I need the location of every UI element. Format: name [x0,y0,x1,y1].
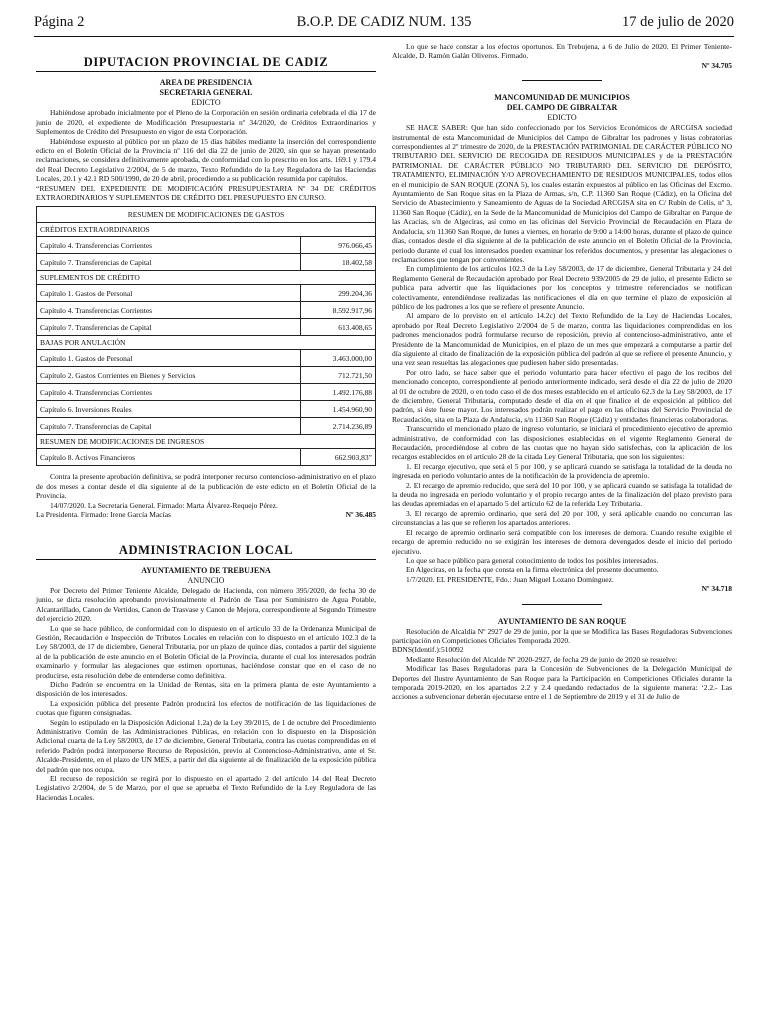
page-number: Página 2 [34,14,85,30]
area-heading: AREA DE PRESIDENCIA [159,78,253,88]
table-row [37,449,376,466]
signature: La Presidenta. Firmado: Irene García Macías [36,510,171,520]
quote-heading: “RESUMEN DEL EXPEDIENTE DE MODIFICACIÓN PRESUPUESTARIA Nº 34 DE CRÉDITOS EXTRAORDINARIOS Y SUPLEMENTOS DE CRÉDITO DEL PRESUPUESTO EN CURSO. [36,183,376,203]
row-concept: Capítulo 4. Transferencias Corrientes [37,237,301,254]
table-row [37,367,376,384]
row-concept: Capítulo 6. Inversiones Reales [37,401,301,418]
page-header [34,14,734,34]
row-concept: Capítulo 1. Gastos de Personal [37,350,301,367]
row-concept: Capítulo 8. Activos Financieros [37,449,301,466]
paragraph: 3. El recargo de apremio ordinario, que será del 20 por 100, y será aplicable cuando no concurran las circunstancias a las que se refieren los apartados anteriores. [392,508,732,528]
separator [522,604,602,605]
row-amount: 1.454.960,90 [301,401,376,418]
paragraph: El recargo de apremio ordinario será compatible con los intereses de demora. Cuando resulte exigible el recargo de apremio reducido no se exigirán los intereses de demora devengados desde el inicio del periodo ejecutivo. [392,527,732,556]
ayuntamiento-heading: AYUNTAMIENTO DE TREBUJENA [141,565,271,575]
paragraph: El recurso de reposición se regirá por lo dispuesto en el apartado 2 del artículo 14 del Real Decreto Legislativo 2/2004, de 5 de Marzo, por el que se aprueba el Texto Refundido de la Ley Reguladora de las Haciendas Locales. [36,774,376,802]
paragraph: Habiéndose expuesto al público por un plazo de 15 días hábiles mediante la inserción del correspondiente edicto en el Boletín Oficial de la Provincia nº 116 del día 22 de junio de 2020, sin que se hayan presentado reclamaciones, se considera definitivamente aprobada, de conformidad con lo prescrito en los arts. 169.1 y 179.4 del Real Decreto Legislativo 2/2004, de 5 de marzo, Texto Refundido de la Ley Reguladora de las Haciendas Locales, 20.1 y 42.1 RD 500/1990, de 20 de abril, procediendo a su publicación resumida por capítulos. [36,136,376,184]
row-amount: 1.492.176,88 [301,384,376,401]
table-row [37,401,376,418]
notice-number: Nº 34.705 [701,60,732,70]
header-rule [34,36,734,37]
table-group-label: RESUMEN DE MODIFICACIONES DE INGRESOS [37,435,376,449]
right-column [392,42,732,702]
paragraph: Al amparo de lo previsto en el artículo 14.2c) del Texto Refundido de la Ley de Haciendas Locales, aprobado por Real Decreto Legislativo 2/2004 de 5 de marzo, contra las liquidaciones comprendidas en los padrones mencionados podrá formularse recurso de reposición, previo al contencioso-administrativo, ante el Presidente de la Mancomunidad de Municipios, en el plazo de un mes que empezará a computarse a partir del día siguiente al citado de finalización de la exposición pública del padrón al que se refiere el presente Anuncio, y una vez sean resueltas las alegaciones que pudiesen haber sido presentadas. [392,311,732,368]
row-concept: Capítulo 1. Gastos de Personal [37,285,301,302]
paragraph: La exposición pública del presente Padrón producirá los efectos de notificación de las liquidaciones de cuotas que figuren consignadas. [36,698,376,718]
paragraph: Según lo estipulado en la Disposición Adicional 1.2a) de la Ley 39/2015, de 1 de octubre del Procedimiento Administrativo Común de las Administraciones Públicas, en relación con lo dispuesto en la Disposición Adicional cuarta de la Ley 58/2003, de 17 de diciembre, General Tributaria, contra las cuotas comprendidas en el referido Padrón podrá interponerse Recurso de Reposición, previo al Contencioso-Administrativo, ante el Sr. Alcalde-Presidente, en el plazo de UN MES, a partir del día siguiente al de finalización de la exposición pública del padrón que nos ocupa. [36,717,376,774]
notice-number: Nº 34.718 [701,584,732,594]
paragraph: Transcurrido el mencionado plazo de ingreso voluntario, se iniciará el procedimiento ejecutivo de apremio administrativo, de conformidad con las disposiciones establecidas en el vigente Reglamento General de Recaudación, procediéndose al cobro de las cuotas que no hayan sido satisfechas, con la aplicación de los recargos establecidos en el artículo 28 de la citada Ley General Tributaria, que son los siguientes: [392,424,732,462]
row-amount: 8.592.917,96 [301,302,376,319]
paragraph: Por otro lado, se hace saber que el periodo voluntario para hacer efectivo el pago de los recibos del mencionado concepto, correspondiente al periodo anteriormente indicado, será desde el día 22 de julio de 2020 al 01 de octubre de 2020, o en todo caso el de dos meses establecido en el artículo 62.3 de la Ley 58/2003, de 17 de diciembre, General Tributaria, computado desde el día en el que finalice el de exposición al público del padrón, si éste fuese mayor. Los interesados podrán realizar el pago en las oficinas del Servicio Provincial de Recaudación, sita en la Plaza de Andalucía, s/n 11360 San Roque (Cádiz) y entidades financieras colaboradoras. [392,367,732,424]
table-row [37,319,376,336]
separator [522,80,602,81]
row-amount: 662.903,83” [301,449,376,466]
table-group-label: CRÉDITOS EXTRAORDINARIOS [37,223,376,237]
paragraph: 14/07/2020. La Secretaria General. Firmado: Marta Álvarez-Requejo Pérez. [50,500,278,510]
row-amount: 3.463.000,00 [301,350,376,367]
paragraph: 1/7/2020. EL PRESIDENTE, Fdo.: Juan Miguel Lozano Domínguez. [406,574,614,584]
table-row [37,254,376,271]
table-group-label: BAJAS POR ANULACIÓN [37,336,376,350]
row-amount: 613.408,65 [301,319,376,336]
row-concept: Capítulo 4. Transferencias Corrientes [37,384,301,401]
paragraph: Lo que se hace público para general conocimiento de todos los posibles interesados. [406,555,659,565]
signature-row [36,510,376,519]
left-column [36,42,376,802]
table-row [37,350,376,367]
paragraph: Contra la presente aprobación definitiva, se podrá interponer recurso contencioso-administrativo en el plazo de dos meses a contar desde el día siguiente al de la publicación de este edicto en el Boletín Oficial de la Provincia. [36,472,376,501]
row-concept: Capítulo 4. Transferencias Corrientes [37,302,301,319]
paragraph: Resolución de Alcaldía Nº 2927 de 29 de junio, por la que se Modifica las Bases Reguladoras Subvenciones participación en Competiciones Oficiales Temporada 2020. [392,626,732,645]
paragraph: Mediante Resolución del Alcalde Nº 2020-2927, de fecha 29 de junio de 2020 se resuelve: [406,654,678,664]
org-heading-2: DEL CAMPO DE GIBRALTAR [506,103,618,113]
notice-number: Nº 36.485 [345,510,376,520]
table-group-label: SUPLEMENTOS DE CRÉDITO [37,271,376,285]
row-amount: 299.204,36 [301,285,376,302]
modifications-table [36,206,376,466]
edicto-label: EDICTO [547,113,577,123]
table-row [37,237,376,254]
table-row [37,418,376,435]
paragraph: Modificar las Bases Reguladoras para la Concesión de Subvenciones de la Delegación Municipal de Deportes del Ilustre Ayuntamiento de San Roque para la Participación en Competiciones Oficiales durante la temporada 2019-2020, en los apartados 2.2 y 2.4 quedando redactados de la siguiente manera: ‘2.2.- Las acciones a subvencionar deberán ejecutarse entre el 1 de Septiembre de 2019 y el 31 de Julio de [392,664,732,702]
table-title: RESUMEN DE MODIFICACIONES DE GASTOS [37,207,376,223]
row-amount: 18.402,58 [301,254,376,271]
table-row [37,384,376,401]
table-row [37,302,376,319]
edicto-label: EDICTO [191,98,221,108]
paragraph: En cumplimiento de los artículos 102.3 de la Ley 58/2003, de 17 de diciembre, General Tributaria y 24 del Reglamento General de Recaudación aprobado por Real Decreto 939/2005 de 29 de julio, el presente Edicto se publica para advertir que las liquidaciones por los conceptos y trimestre referenciados se notifican colectivamente, entendiéndose realizadas las notificaciones el día en que termine el plazo de exposición al público de los padrones a los que se refiere el presente Anuncio. [392,264,732,311]
publication-date: 17 de julio de 2020 [622,14,734,30]
paragraph: BDNS(Identif.):510092 [392,645,464,655]
row-concept: Capítulo 7. Transferencias de Capital [37,418,301,435]
section-title-diputacion: DIPUTACION PROVINCIAL DE CADIZ [36,42,376,72]
paragraph: Lo que se hace público, de conformidad con lo dispuesto en el artículo 33 de la Ordenanza Municipal de Gestión, Recaudación e Inspección de Tributos Locales en relación con lo dispuesto en el artículo 102.3 de la Ley 58/2003, de 17 de diciembre, General Tributaria, por un plazo de quince días, contados a partir del siguiente al de la publicación de este anuncio en el Boletín Oficial de la Provincia, durante el cual los interesados podrán examinarlo y formular las alegaciones que estimen oportunas, haciéndose constar que en el caso de no producirse, esta resolución debe de entenderse como definitiva. [36,623,376,680]
paragraph: Habiéndose aprobado inicialmente por el Pleno de la Corporación en sesión ordinaria celebrada el día 17 de junio de 2020, el expediente de Modificación Presupuestaria nº 34/2020, de Créditos Extraordinarios y Suplementos de Crédito del Presupuesto en vigor de esta Corporación. [36,108,376,137]
row-concept: Capítulo 7. Transferencias de Capital [37,254,301,271]
table-row [37,285,376,302]
ayuntamiento-heading: AYUNTAMIENTO DE SAN ROQUE [497,616,627,626]
anuncio-label: ANUNCIO [187,575,225,585]
paragraph: 1. El recargo ejecutivo, que será el 5 por 100, y se aplicará cuando se satisfaga la totalidad de la deuda no ingresada en periodo voluntario antes de la notificación de la providencia de apremio. [392,461,732,481]
section-title-admin-local: ADMINISTRACION LOCAL [36,532,376,560]
row-amount: 976.066,45 [301,237,376,254]
paragraph: Por Decreto del Primer Teniente Alcalde, Delegado de Hacienda, con número 395/2020, de fecha 30 de junio, se dicta resolución aprobando provisionalmente el Padrón de Tasa por Suministro de Agua Potable, Alcantarillado, Canon de Vertidos, Canon de Trasvase y Canon de Mejora, correspondiente al Segundo Trimestre del ejercicio 2020. [36,585,376,624]
paragraph: Lo que se hace constar a los efectos oportunos. En Trebujena, a 6 de Julio de 2020. El Primer Teniente-Alcalde, D. Ramón Galán Oliveros. Firmado. [392,42,732,61]
paragraph: 2. El recargo de apremio reducido, que será del 10 por 100, y se aplicará cuando se satisfaga la totalidad de la deuda no ingresada en periodo voluntario y el propio recargo antes de la finalización del plazo previsto para las deudas apremiadas en el apartado 5 del artículo 62 de la referida Ley Tributaria. [392,480,732,509]
row-amount: 712.721,50 [301,367,376,384]
row-concept: Capítulo 7. Transferencias de Capital [37,319,301,336]
dept-heading: SECRETARIA GENERAL [159,88,253,98]
paragraph: En Algeciras, en la fecha que consta en la firma electrónica del presente documento. [406,565,659,575]
paragraph: Dicho Padrón se encuentra en la Unidad de Rentas, sita en la primera planta de este Ayuntamiento a disposición de los interesados. [36,679,376,699]
row-concept: Capítulo 2. Gastos Corrientes en Bienes y Servicios [37,367,301,384]
row-amount: 2.714.236,89 [301,418,376,435]
org-heading: MANCOMUNIDAD DE MUNICIPIOS [494,93,630,103]
paragraph: SE HACE SABER: Que han sido confeccionado por los Servicios Económicos de ARCGISA sociedad instrumental de esta Mancomunidad de Municipios del Campo de Gibraltar los padrones y listas cobratorias correspondientes al 2º trimestre de 2020, de la PRESTACIÓN PATRIMONIAL DE CARÁCTER PÚBLICO NO TRIBUTARIO DEL SERVICIO DE RECOGIDA DE RESIDUOS MUNICIPALES y de la PRESTACIÓN PATRIMONIAL DE CARÁCTER PÚBLICO NO TRIBUTARIO DEL SERVICIO DE DEPÓSITO, TRATAMIENTO, ELIMINACIÓN Y/O APROVECHAMIENTO DE RESIDUOS MUNICIPALES, todos ellos en el municipio de SAN ROQUE (ZONA 5), los cuales estarán expuestos al público en las Oficinas del Excmo. Ayuntamiento de San Roque sitas en la Plaza de Armas, s/n, C.P. 11360 San Roque (Cádiz), en la Oficina del Servicio de Abastecimiento y Saneamiento de Aguas de la Sociedad ARCGISA sita en C/ Rubín de Celis, nº 3, 11360 San Roque (Cádiz), en la Sede de la Mancomunidad de Municipios del Campo de Gibraltar en Parque de las Acacias, s/n de Algeciras, así como en las oficinas del Servicio Provincial de Recaudación en Plaza de Andalucía, s/n 11360 San Roque, de lunes a viernes, en horario de 9:00 a 14:00 horas, durante el plazo de quince días, contados desde el día siguiente al de la publicación de este anuncio en el Boletín Oficial de la Provincia, periodo durante el cual los interesados pueden examinar los referidos documentos, y presentar las alegaciones o reclamaciones que tengan por convenientes. [392,123,732,264]
publication-title: B.O.P. DE CADIZ NUM. 135 [296,14,472,30]
